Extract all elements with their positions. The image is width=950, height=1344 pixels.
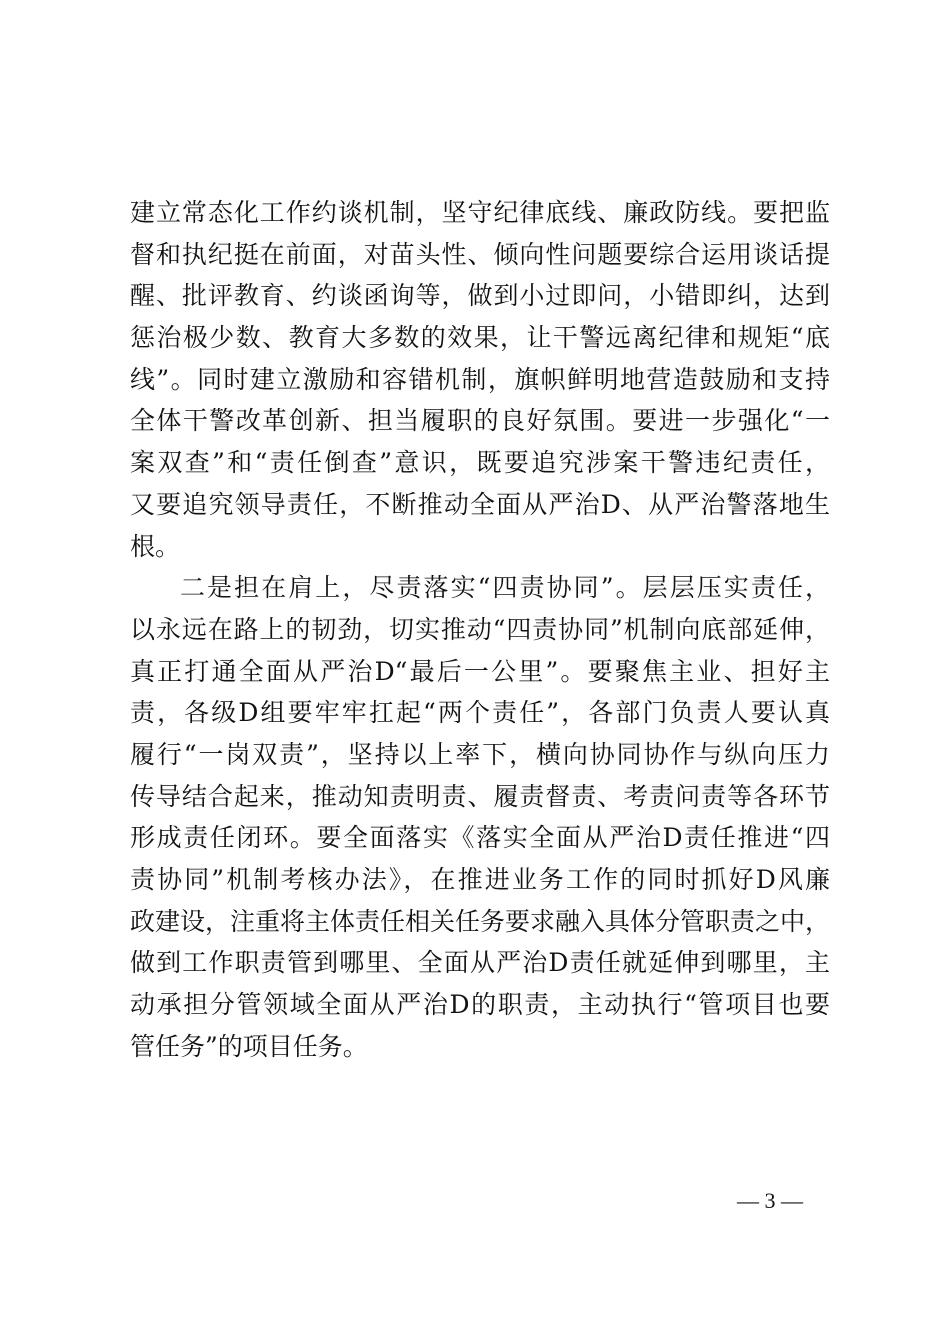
text-line: 惩治极少数、教育大多数的效果，让干警远离纪律和规矩“底 (130, 323, 830, 353)
paragraph-section-two (130, 567, 830, 1067)
text-line: 督和执纪挺在前面，对苗头性、倾向性问题要综合运用谈话提 (130, 239, 830, 269)
text-line: 二是担在肩上，尽责落实“四责协同”。层层压实责任， (180, 573, 830, 603)
text-line: 政建设，注重将主体责任相关任务要求融入具体分管职责之中， (130, 906, 831, 936)
text-line: 做到工作职责管到哪里、全面从严治D责任就延伸到哪里，主 (130, 948, 830, 978)
text-line: 真正打通全面从严治D“最后一公里”。要聚焦主业、担好主 (130, 656, 830, 686)
text-line: 责协同”机制考核办法》，在推进业务工作的同时抓好D风廉 (130, 865, 830, 894)
text-line: 根。 (130, 531, 181, 561)
text-line: 传导结合起来，推动知责明责、履责督责、考责问责等各环节 (130, 781, 830, 811)
text-line: 动承担分管领域全面从严治D的职责，主动执行“管项目也要 (130, 990, 830, 1020)
document-body (130, 192, 830, 1067)
text-line: 形成责任闭环。要全面落实《落实全面从严治D责任推进“四 (130, 823, 830, 853)
page-number: — 3 — (737, 1188, 803, 1213)
text-line: 案双查”和“责任倒查”意识，既要追究涉案干警违纪责任， (130, 448, 830, 478)
text-line: 醒、批评教育、约谈函询等，做到小过即问，小错即纠，达到 (130, 281, 830, 311)
text-line: 管任务”的项目任务。 (130, 1031, 368, 1061)
text-line: 线”。同时建立激励和容错机制，旗帜鲜明地营造鼓励和支持 (130, 364, 830, 394)
text-line: 以永远在路上的韧劲，切实推动“四责协同”机制向底部延伸， (130, 614, 830, 644)
text-line: 全体干警改革创新、担当履职的良好氛围。要进一步强化“一 (130, 406, 830, 436)
paragraph-continuation (130, 192, 830, 567)
text-line: 责，各级D组要牢牢扛起“两个责任”，各部门负责人要认真 (130, 698, 830, 728)
text-line: 履行“一岗双责”，坚持以上率下，横向协同协作与纵向压力 (130, 739, 830, 769)
text-line: 又要追究领导责任，不断推动全面从严治D、从严治警落地生 (130, 489, 830, 519)
text-line: 建立常态化工作约谈机制，坚守纪律底线、廉政防线。要把监 (130, 198, 830, 227)
